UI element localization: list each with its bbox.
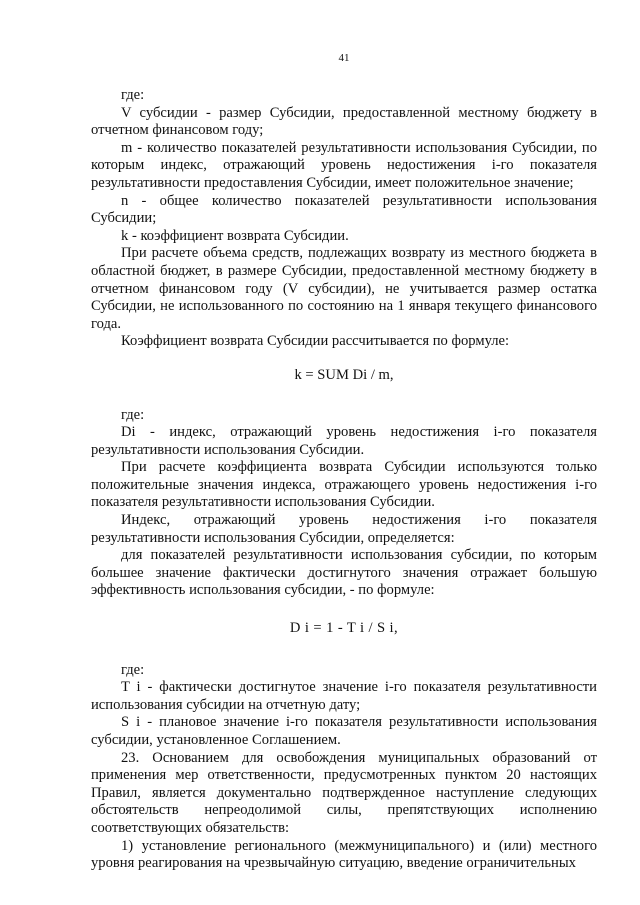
paragraph-positive-values: При расчете коэффициента возврата Субсидии используются только положительные значения индекса, отражающего уровень недостижения i-го показателя результативности использования Субсидии. <box>91 459 597 511</box>
paragraph-where-2: где: <box>121 406 145 423</box>
definition-k: k - коэффициент возврата Субсидии. <box>121 227 349 244</box>
definition-si: S i - плановое значение i-го показателя результативности использования субсидии, установленное Соглашением. <box>91 714 597 748</box>
paragraph-index-determined: Индекс, отражающий уровень недостижения i-го показателя результативности использования Субсидии, определяется: <box>91 512 597 546</box>
paragraph-where-1: где: <box>121 87 145 103</box>
definition-m: m - количество показателей результативности использования Субсидии, по которым индекс, отражающий уровень недостижения i-го показателя результативности предоставления Субсидии, имеет положительное значение; <box>91 139 597 191</box>
definition-n: n - общее количество показателей результативности использования Субсидии; <box>91 192 597 227</box>
page-number: 41 <box>338 52 350 64</box>
definition-di: Di - индекс, отражающий уровень недостижения i-го показателя результативности использования Субсидии. <box>91 424 597 458</box>
paragraph-item-23: 23. Основанием для освобождения муниципальных образований от применения мер ответственности, предусмотренных пунктом 20 настоящих Правил, является документально подтвержденное наступление следующих обстоятельств непреодолимой силы, препятствующих исполнению соответствующих обязательств: <box>91 749 597 836</box>
definition-v-subsidy: V субсидии - размер Субсидии, предоставленной местному бюджету в отчетном финансовом году; <box>91 104 597 139</box>
formula-di: D i = 1 - T i / S i, <box>289 620 399 637</box>
formula-k: k = SUM Di / m, <box>294 366 394 383</box>
paragraph-subitem-1: 1) установление регионального (межмуниципального) и (или) местного уровня реагирования на чрезвычайную ситуацию, введение ограничительных <box>91 837 597 872</box>
paragraph-return-volume: При расчете объема средств, подлежащих возврату из местного бюджета в областной бюджет, в размере Субсидии, предоставленной местному бюджету в отчетном финансовом году (V субсидии), не учитывается размер остатка Субсидии, не использованного по состоянию на 1 января текущего финансового года. <box>91 245 597 332</box>
document-body <box>91 87 597 873</box>
definition-ti: T i - фактически достигнутое значение i-го показателя результативности использования субсидии на отчетную дату; <box>91 679 597 713</box>
paragraph-where-3: где: <box>121 661 145 678</box>
paragraph-indicator-rule: для показателей результативности использования субсидии, по которым большее значение фактически достигнутого значения отражает большую эффективность использования субсидии, - по формуле: <box>91 547 597 599</box>
paragraph-coefficient-intro: Коэффициент возврата Субсидии рассчитывается по формуле: <box>121 333 510 350</box>
